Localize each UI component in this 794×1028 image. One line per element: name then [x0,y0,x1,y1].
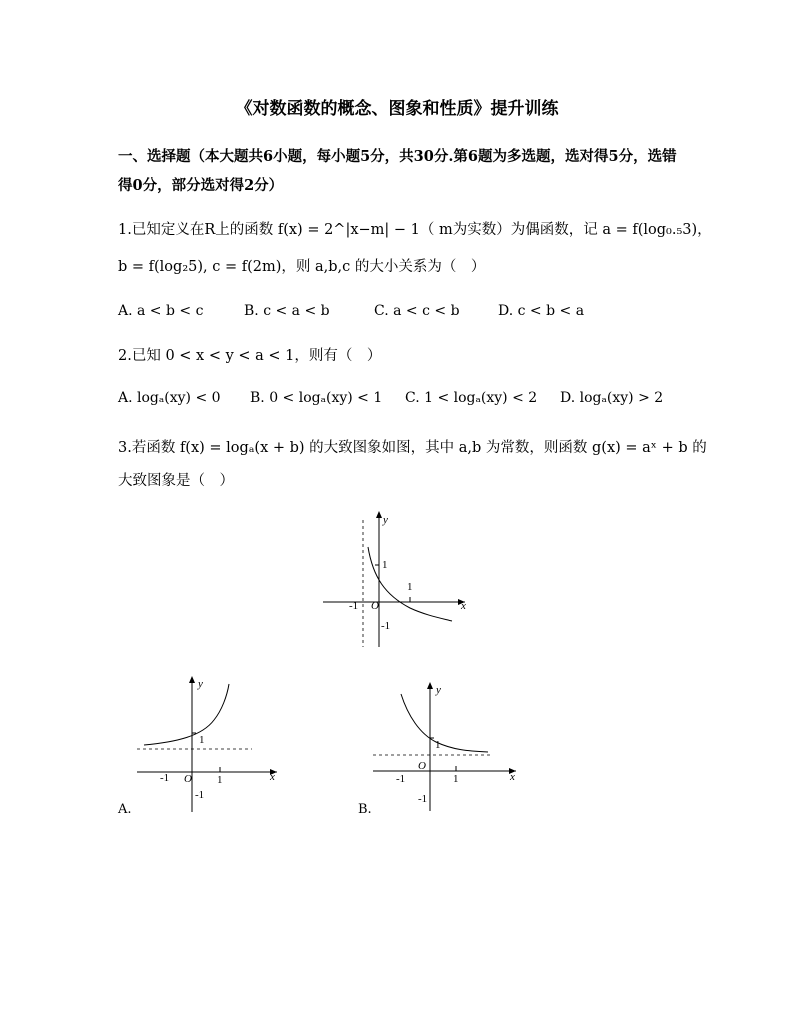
y-axis-label: y [436,684,441,696]
x-tick-neg1-label: -1 [160,772,170,784]
q2-option-c: C. 1 < logₐ(xy) < 2 [405,390,538,406]
q2-option-d: D. logₐ(xy) > 2 [560,390,664,406]
y-tick-neg1-label: -1 [381,620,391,632]
graph-b-label: B. [358,802,372,817]
graph-a-label: A. [118,802,132,817]
q3-line2: 大致图象是（ ） [118,473,234,489]
y-axis-arrow [189,676,195,683]
exp-curve [144,684,229,745]
q1-option-b: B. c < a < b [244,303,330,319]
q1-line2: b = f(log₂5), c = f(2m)，则 a,b,c 的大小关系为（ ） [118,259,486,275]
exp-curve [401,694,488,752]
q2-stem: 2.已知 0 < x < y < a < 1，则有（ ） [118,348,382,364]
q2-option-b: B. 0 < logₐ(xy) < 1 [250,390,383,406]
x-tick-1-label: 1 [407,581,413,593]
origin-label: O [418,760,426,772]
main-log-graph [315,505,475,650]
x-tick-neg1-label: -1 [396,773,406,785]
origin-label: O [184,773,192,785]
y-axis-label: y [198,678,203,690]
x-axis-label: x [510,771,515,783]
q2-option-a: A. logₐ(xy) < 0 [118,390,221,406]
q1-option-d: D. c < b < a [498,303,585,319]
q1-option-c: C. a < c < b [374,303,460,319]
y-tick-neg1-label: -1 [418,793,428,805]
y-tick-1-label: 1 [382,559,388,571]
q3-line1: 3.若函数 f(x) = logₐ(x + b) 的大致图象如图，其中 a,b 为常数，则函数 g(x) = aˣ + b 的 [118,440,707,456]
q1-option-a: A. a < b < c [118,303,204,319]
x-tick-1-label: 1 [453,773,459,785]
x-tick-1-label: 1 [217,774,223,786]
y-axis-arrow [376,511,382,518]
option-a-graph [132,670,282,820]
page-title: 《对数函数的概念、图象和性质》提升训练 [235,99,559,119]
option-b-graph [368,676,523,816]
y-tick-1-label: 1 [199,734,205,746]
x-axis-label: x [270,771,275,783]
y-tick-1-label: 1 [435,739,441,751]
origin-label: O [371,600,379,612]
x-axis-label: x [461,600,466,612]
q1-line1: 1.已知定义在R上的函数 f(x) = 2^|x−m| − 1（ m为实数）为偶函数，记 a = f(log₀.₅3)， [118,222,712,238]
y-axis-label: y [383,514,388,526]
section-heading: 一、选择题（本大题共6小题，每小题5分，共30分.第6题为多选题，选对得5分，选错得0分，部分选对得2分） [118,148,677,194]
y-tick-neg1-label: -1 [195,789,205,801]
x-tick-neg1-label: -1 [349,600,359,612]
y-axis-arrow [427,682,433,689]
